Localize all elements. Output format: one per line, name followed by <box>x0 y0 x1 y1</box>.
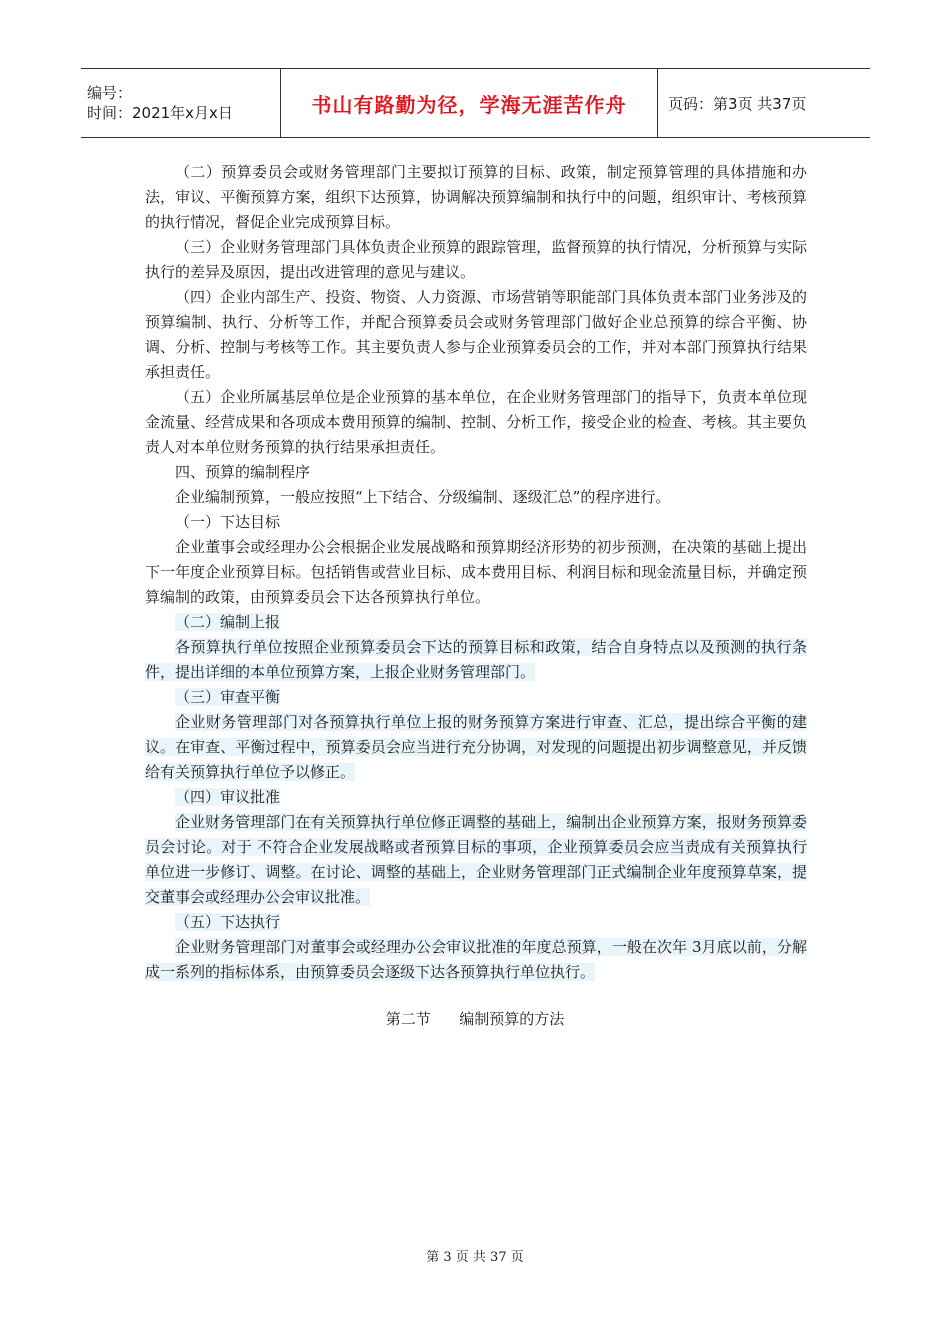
document-date-label: 时间：2021年x月x日 <box>87 104 233 122</box>
highlighted-text: 企业财务管理部门在有关预算执行单位修正调整的基础上，编制出企业预算方案，报财务预算委员会讨论。对于 不符合企业发展战略或者预算目标的事项，企业预算委员会应当责成有关预算执行单位进一步修订、调整。在讨论、调整的基础上，企业财务管理部门正式编制企业年度预算草案，提交董事会或经理办公会审议批准。 <box>145 813 807 906</box>
body-paragraph <box>145 935 807 985</box>
page-header <box>81 68 870 138</box>
body-paragraph: 企业编制预算，一般应按照“上下结合、分级编制、逐级汇总”的程序进行。 <box>175 488 671 506</box>
highlighted-text: 各预算执行单位按照企业预算委员会下达的预算目标和政策，结合自身特点以及预测的执行条件，提出详细的本单位预算方案，上报企业财务管理部门。 <box>145 638 807 681</box>
body-paragraph <box>145 635 807 685</box>
document-body <box>145 160 807 985</box>
body-paragraph <box>145 810 807 910</box>
body-paragraph: 四、预算的编制程序 <box>175 463 311 481</box>
body-paragraph: （一）下达目标 <box>175 513 281 531</box>
header-meta <box>81 69 281 137</box>
highlighted-text: （三）审查平衡 <box>175 688 281 706</box>
header-page-info <box>658 69 870 137</box>
body-paragraph: 企业董事会或经理办公会根据企业发展战略和预算期经济形势的初步预测，在决策的基础上提出下一年度企业预算目标。包括销售或营业目标、成本费用目标、利润目标和现金流量目标，并确定预算编制的政策，由预算委员会下达各预算执行单位。 <box>145 538 807 606</box>
document-number-label: 编号： <box>87 84 133 102</box>
highlighted-text: 企业财务管理部门对各预算执行单位上报的财务预算方案进行审查、汇总，提出综合平衡的建议。在审查、平衡过程中，预算委员会应当进行充分协调，对发现的问题提出初步调整意见，并反馈给有关预算执行单位予以修正。 <box>145 713 807 781</box>
body-paragraph: （二）预算委员会或财务管理部门主要拟订预算的目标、政策，制定预算管理的具体措施和办法，审议、平衡预算方案，组织下达预算，协调解决预算编制和执行中的问题，组织审计、考核预算的执行情况，督促企业完成预算目标。 <box>145 163 807 231</box>
highlighted-text: （四）审议批准 <box>175 788 281 806</box>
body-paragraph: （三）企业财务管理部门具体负责企业预算的跟踪管理，监督预算的执行情况，分析预算与实际执行的差异及原因，提出改进管理的意见与建议。 <box>145 238 807 281</box>
page-footer: 第 3 页 共 37 页 <box>426 1250 524 1265</box>
body-paragraph <box>145 610 807 635</box>
body-paragraph <box>145 785 807 810</box>
header-motto: 书山有路勤为径，学海无涯苦作舟 <box>311 92 627 117</box>
body-paragraph: （五）企业所属基层单位是企业预算的基本单位，在企业财务管理部门的指导下，负责本单位现金流量、经营成果和各项成本费用预算的编制、控制、分析工作，接受企业的检查、考核。其主要负责人对本单位财务预算的执行结果承担责任。 <box>145 388 807 456</box>
header-page-label: 页码：第3页 共37页 <box>668 94 807 113</box>
body-paragraph: （四）企业内部生产、投资、物资、人力资源、市场营销等职能部门具体负责本部门业务涉及的预算编制、执行、分析等工作，并配合预算委员会或财务管理部门做好企业总预算的综合平衡、协调、分析、控制与考核等工作。其主要负责人参与企业预算委员会的工作，并对本部门预算执行结果承担责任。 <box>145 288 807 381</box>
highlighted-text: （五）下达执行 <box>175 913 281 931</box>
header-motto-cell <box>281 69 658 137</box>
body-paragraph <box>145 685 807 710</box>
section-title: 第二节 编制预算的方法 <box>385 1010 565 1028</box>
highlighted-text: （二）编制上报 <box>175 613 281 631</box>
body-paragraph <box>145 710 807 785</box>
body-paragraph <box>145 910 807 935</box>
highlighted-text: 企业财务管理部门对董事会或经理办公会审议批准的年度总预算，一般在次年 3月底以前，分解成一系列的指标体系，由预算委员会逐级下达各预算执行单位执行。 <box>145 938 807 981</box>
